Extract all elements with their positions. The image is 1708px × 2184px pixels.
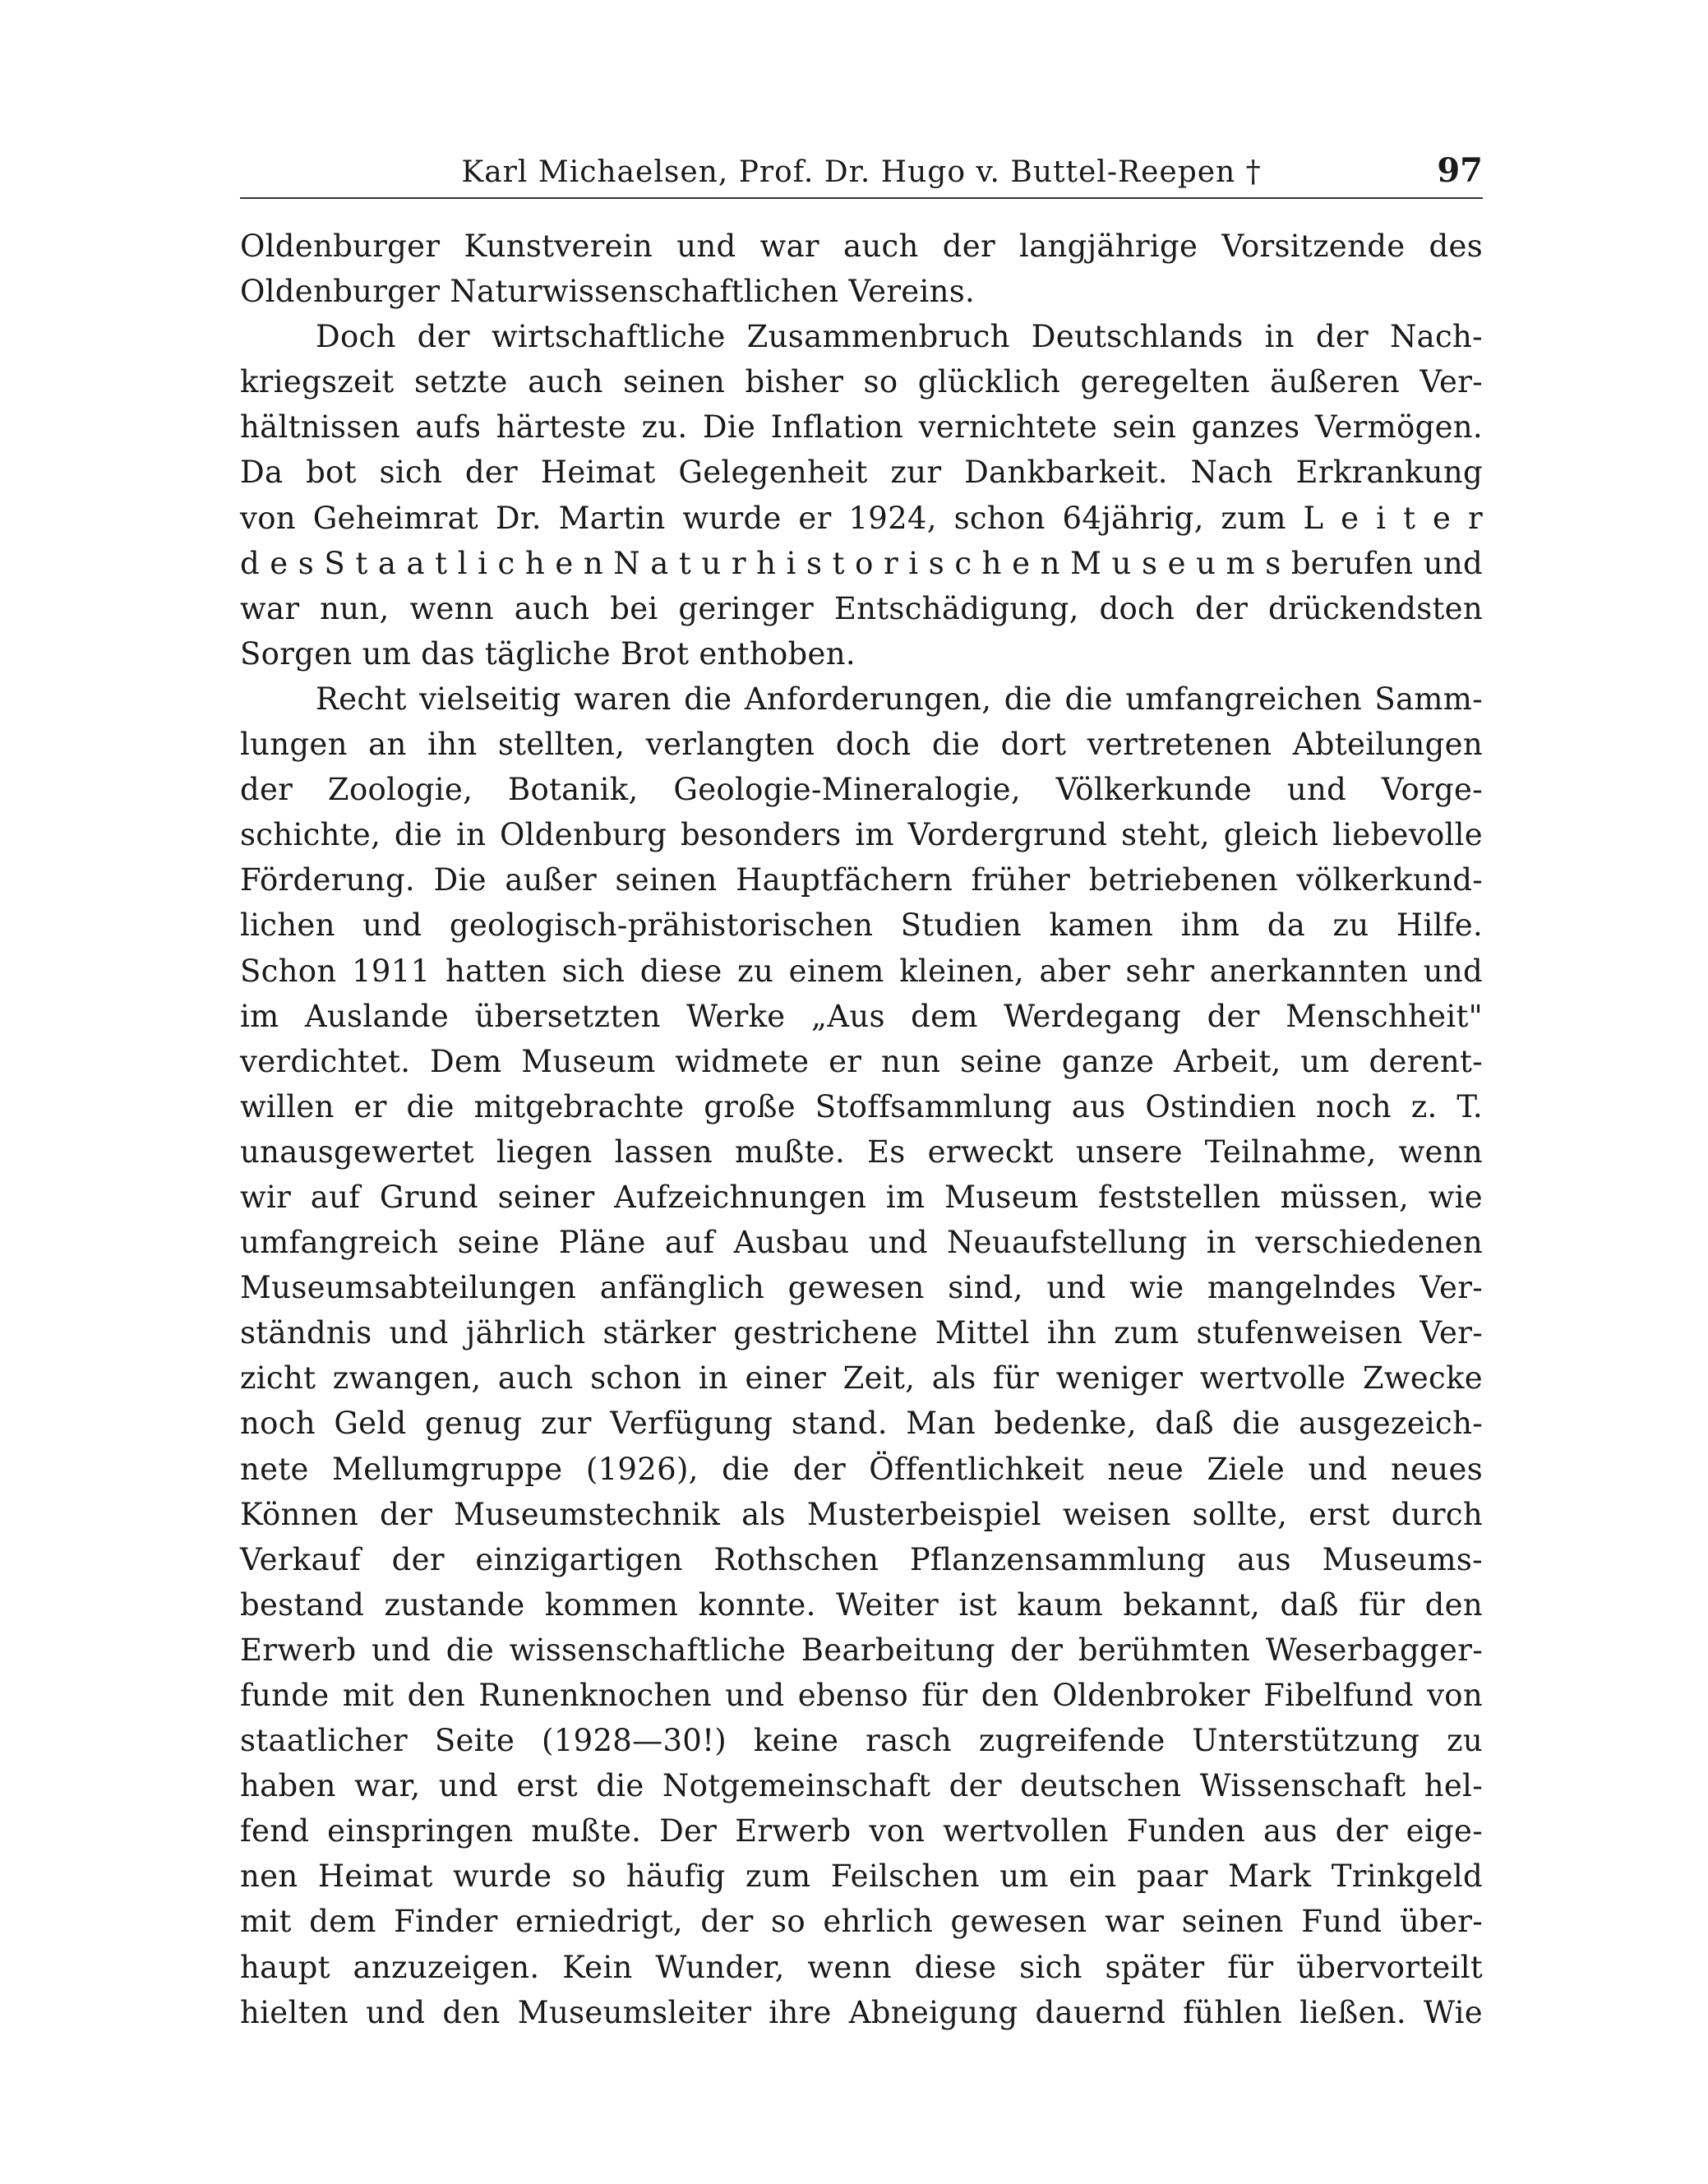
text-line: Oldenburger Naturwissenschaftlichen Vereins. <box>240 274 976 310</box>
text-line: war nun, wenn auch bei geringer Entschädigung, doch der drückendsten <box>240 590 1483 626</box>
text-line: willen er die mitgebrachte große Stoffsammlung aus Ostindien noch z. T. <box>240 1088 1483 1124</box>
text-line: mit dem Finder erniedrigt, der so ehrlich gewesen war seinen Fund über- <box>240 1904 1483 1940</box>
text-line: umfangreich seine Pläne auf Ausbau und Neuaufstellung in verschiedenen <box>240 1225 1483 1261</box>
page-number: 97 <box>1437 151 1483 190</box>
text-line: Doch der wirtschaftliche Zusammenbruch Deutschlands in der Nach- <box>316 319 1483 355</box>
text-line: nete Mellumgruppe (1926), die der Öffentlichkeit neue Ziele und neues <box>240 1451 1483 1487</box>
text-line: fend einspringen mußte. Der Erwerb von wertvollen Funden aus der eige- <box>240 1813 1483 1849</box>
text-line: der Zoologie, Botanik, Geologie-Mineralogie, Völkerkunde und Vorge- <box>240 772 1483 808</box>
text-line: noch Geld genug zur Verfügung stand. Man bedenke, daß die ausgezeich- <box>240 1406 1483 1442</box>
header-rule <box>240 197 1483 199</box>
running-header <box>240 152 1483 198</box>
text-line: Schon 1911 hatten sich diese zu einem kleinen, aber sehr anerkannten und <box>240 953 1483 989</box>
text-line: Oldenburger Kunstverein und war auch der langjährige Vorsitzende des <box>240 229 1483 264</box>
text-line: Förderung. Die außer seinen Hauptfächern früher betriebenen völkerkund- <box>240 862 1483 898</box>
text-line: zicht zwangen, auch schon in einer Zeit, als für weniger wertvolle Zwecke <box>240 1360 1483 1397</box>
text-line: schichte, die in Oldenburg besonders im Vordergrund steht, gleich liebevolle <box>240 817 1483 853</box>
text-line: ständnis und jährlich stärker gestrichene Mittel ihn zum stufenweisen Ver- <box>240 1315 1483 1351</box>
text-line: Sorgen um das tägliche Brot enthoben. <box>240 635 856 672</box>
text-line: verdichtet. Dem Museum widmete er nun seine ganze Arbeit, um derent- <box>240 1043 1483 1079</box>
text-line: lichen und geologisch-prähistorischen Studien kamen ihm da zu Hilfe. <box>240 907 1483 944</box>
text-line: Da bot sich der Heimat Gelegenheit zur Dankbarkeit. Nach Erkrankung <box>240 455 1483 491</box>
running-title: Karl Michaelsen, Prof. Dr. Hugo v. Buttel-Reepen † <box>461 155 1262 189</box>
text-line: kriegszeit setzte auch seinen bisher so glücklich geregelten äußeren Ver- <box>240 364 1483 400</box>
text-line: staatlicher Seite (1928—30!) keine rasch zugreifende Unterstützung zu <box>240 1723 1483 1759</box>
body-text <box>240 224 1483 2035</box>
text-line: bestand zustande kommen konnte. Weiter ist kaum bekannt, daß für den <box>240 1586 1483 1623</box>
text-line: Recht vielseitig waren die Anforderungen, die die umfangreichen Samm- <box>316 681 1483 717</box>
text-line: hielten und den Museumsleiter ihre Abneigung dauernd fühlen ließen. Wie <box>240 1994 1483 2030</box>
text-line: Können der Museumstechnik als Musterbeispiel weisen sollte, erst durch <box>240 1496 1483 1532</box>
text-line: Museumsabteilungen anfänglich gewesen sind, und wie mangelndes Ver- <box>240 1270 1483 1306</box>
text-line: im Auslande übersetzten Werke „Aus dem Werdegang der Menschheit" <box>240 998 1483 1034</box>
text-line: unausgewertet liegen lassen mußte. Es erweckt unsere Teilnahme, wenn <box>240 1134 1483 1170</box>
text-line: wir auf Grund seiner Aufzeichnungen im Museum feststellen müssen, wie <box>240 1179 1483 1215</box>
text-line: Verkauf der einzigartigen Rothschen Pflanzensammlung aus Museums- <box>240 1541 1483 1577</box>
text-line: d e s S t a a t l i c h e n N a t u r h i s t o r i s c h e n M u s e u m s berufen und <box>240 545 1483 581</box>
text-line: haupt anzuzeigen. Kein Wunder, wenn diese sich später für übervorteilt <box>240 1949 1483 1985</box>
text-line: funde mit den Runenknochen und ebenso für den Oldenbroker Fibelfund von <box>240 1678 1483 1713</box>
text-line: nen Heimat wurde so häufig zum Feilschen um ein paar Mark Trinkgeld <box>240 1858 1483 1895</box>
text-line: Erwerb und die wissenschaftliche Bearbeitung der berühmten Weserbagger- <box>240 1632 1483 1668</box>
text-line: von Geheimrat Dr. Martin wurde er 1924, schon 64jährig, zum L e i t e r <box>240 500 1483 536</box>
text-line: hältnissen aufs härteste zu. Die Inflation vernichtete sein ganzes Vermögen. <box>240 409 1483 446</box>
text-line: haben war, und erst die Notgemeinschaft der deutschen Wissenschaft hel- <box>240 1768 1483 1804</box>
text-line: lungen an ihn stellten, verlangten doch die dort vertretenen Abteilungen <box>240 727 1483 763</box>
